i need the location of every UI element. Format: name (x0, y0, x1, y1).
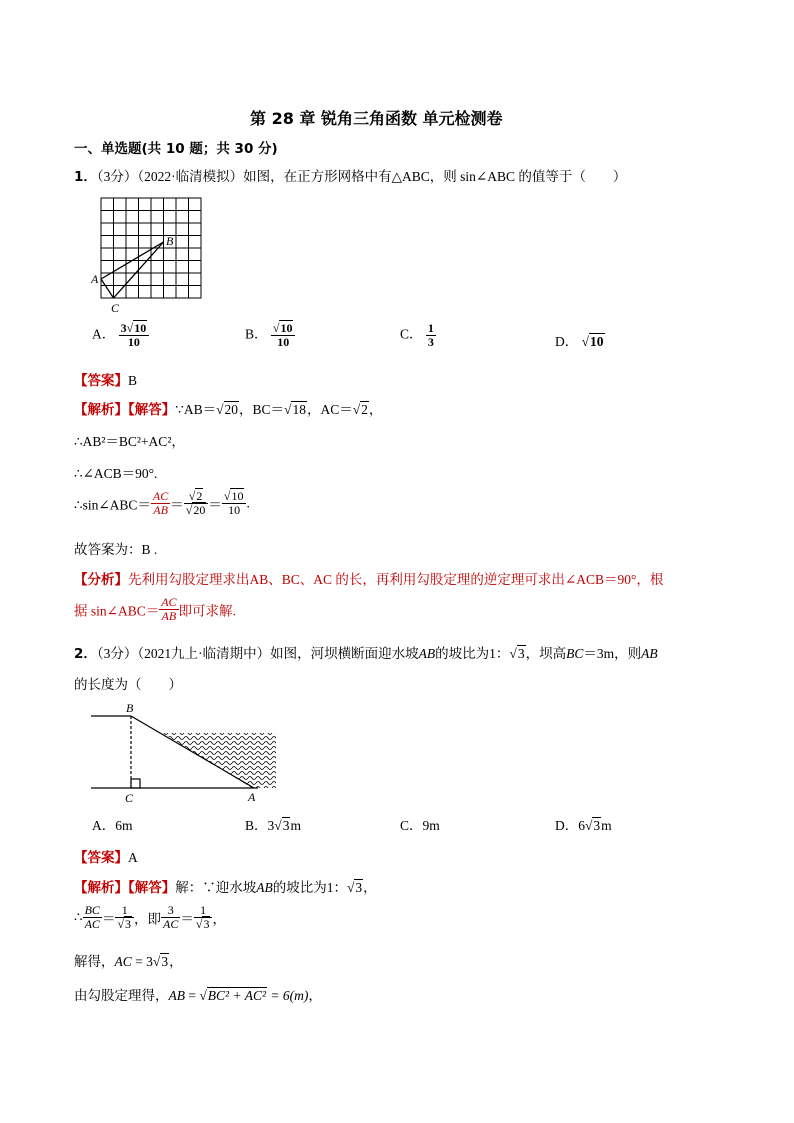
answer-value: B (128, 373, 138, 388)
q1-option-a (92, 322, 149, 349)
q1-answer (74, 369, 137, 389)
q2-option-d: D．6√3m (555, 818, 612, 833)
q2-analysis-line1: 【解析】【解答】解：∵迎水坡AB的坡比为1：√3， (74, 880, 377, 896)
option-label: C． (400, 326, 423, 342)
q1-grid-figure (88, 195, 208, 317)
water-hatching (160, 733, 278, 789)
q1-stem-text: （3分）（2022·临清模拟）如图，在正方形网格中有△ABC，则 sin∠ABC 的值等于（ ） (96, 169, 627, 184)
q2-number: 2． (74, 646, 97, 662)
analysis-tag: 【解析】【解答】 (74, 880, 176, 896)
q2-option-a: A．6m (92, 818, 133, 833)
q1-analysis-line2: ∴AB²＝BC²+AC²， (74, 434, 185, 449)
q1-option-d: D． √10 (555, 334, 604, 349)
answer-tag: 【答案】 (74, 850, 128, 866)
q2-answer (74, 846, 138, 866)
frac-root2-root20: $\frac{√2}{√20}$ (184, 490, 209, 517)
label-b: B (166, 234, 174, 248)
q1-fenxi-line2: 据 sin∠ABC＝ $\frac{AC}{AB}$ 即可求解. (74, 595, 236, 623)
q2-stem-line2: 的长度为（ ） (74, 677, 182, 692)
fenxi-tag: 【分析】 (74, 572, 128, 588)
grid-lines (101, 198, 201, 298)
option-label: B． (245, 326, 268, 342)
label-b: B (126, 701, 134, 715)
page-title: 第 28 章 锐角三角函数 单元检测卷 (250, 109, 503, 128)
option-a-fraction: $\frac{3√10}{10}$ (119, 322, 150, 349)
option-label: A． (92, 326, 116, 342)
q2-analysis-line3: 解得，AC = 3√3， (74, 954, 183, 969)
q2-stem-line1: 2．（3分）（2021九上·临清期中）如图，河坝横断面迎水坡AB的坡比为1：√3，坝高BC＝3m，则AB (74, 646, 658, 662)
frac-root10-10: $\frac{√10}{10}$ (222, 490, 247, 517)
option-label: D． (555, 334, 579, 349)
q1-fenxi-line1: 【分析】先利用勾股定理求出AB、BC、AC 的长，再利用勾股定理的逆定理可求出∠ACB＝90°，根 (74, 572, 664, 588)
q1-analysis-line3: ∴∠ACB＝90°. (74, 466, 158, 481)
option-b-fraction: $\frac{√10}{10}$ (271, 322, 296, 349)
label-a: A (91, 272, 99, 286)
q2-analysis-line4: 由勾股定理得，AB = √BC² + AC² = 6(m)， (74, 988, 322, 1003)
answer-value: A (128, 850, 138, 865)
option-c-fraction: $\frac{1}{3}$ (427, 321, 434, 349)
q2-option-b: B．3√3m (245, 818, 301, 833)
q1-analysis-line1: 【解析】【解答】∵AB＝√20，BC＝√18，AC＝√2， (74, 402, 383, 418)
answer-tag: 【答案】 (74, 373, 128, 389)
triangle-abc (101, 242, 164, 298)
q1-conclusion: 故答案为：B . (74, 542, 158, 557)
q1-option-c (400, 322, 436, 349)
analysis-tag: 【解析】【解答】 (74, 402, 176, 418)
q1-analysis-line4: ∴sin∠ABC＝ $\frac{AC}{AB}$ ＝ $\frac{√2}{√20}$ ＝ $\frac{√10}{10}$ . (74, 489, 250, 517)
q2-option-c: C．9m (400, 818, 440, 833)
q2-analysis-line2: ∴ $\frac{BC}{AC}$ ＝ $\frac{1}{√3}$ ，即 $\frac{3}{AC}$ ＝ $\frac{1}{√3}$ ， (74, 903, 226, 931)
q1-option-b (245, 322, 295, 349)
q1-stem (74, 165, 626, 185)
label-a: A (248, 790, 256, 804)
fenxi-fraction: $\frac{AC}{AB}$ (161, 595, 177, 623)
q1-number: 1． (74, 169, 97, 185)
q2-dam-figure (88, 700, 288, 808)
frac-ac-ab: $\frac{AC}{AB}$ (152, 489, 169, 517)
section-heading: 一、单选题(共 10 题；共 30 分) (74, 141, 278, 157)
label-c: C (125, 791, 134, 805)
label-c: C (111, 301, 120, 315)
